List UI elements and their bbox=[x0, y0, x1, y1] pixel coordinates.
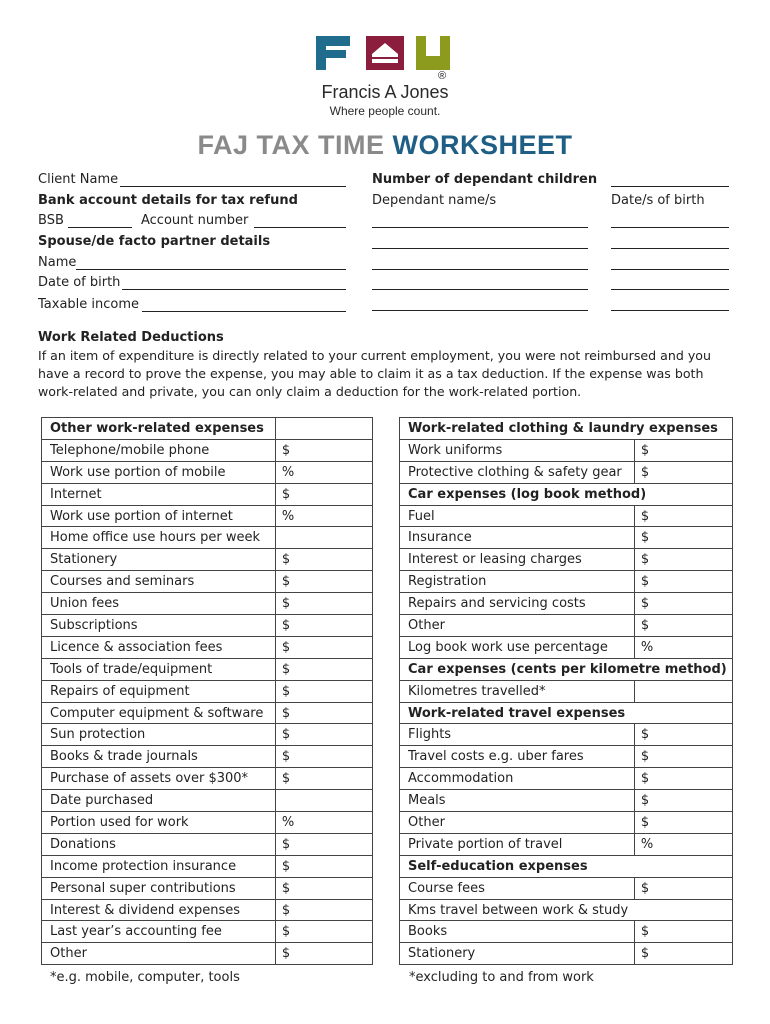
table-row bbox=[42, 833, 373, 855]
section-header: Self-education expenses bbox=[400, 855, 733, 877]
dependant-dob-label: Date/s of birth bbox=[611, 193, 705, 208]
table-row bbox=[400, 899, 733, 921]
spouse-dob-field[interactable] bbox=[122, 289, 346, 290]
brand-tagline: Where people count. bbox=[329, 104, 441, 118]
row-label: Work uniforms bbox=[400, 439, 635, 461]
table-row bbox=[42, 943, 373, 965]
bsb-label: BSB bbox=[38, 213, 64, 228]
table-row bbox=[42, 615, 373, 637]
value-field[interactable]: % bbox=[634, 636, 732, 658]
spouse-dob-label: Date of birth bbox=[38, 275, 121, 290]
table-row bbox=[400, 505, 733, 527]
account-number-label: Account number bbox=[141, 213, 249, 228]
table-row bbox=[400, 483, 733, 505]
value-field[interactable]: $ bbox=[275, 593, 372, 615]
row-label: Interest or leasing charges bbox=[400, 549, 635, 571]
value-field[interactable]: $ bbox=[634, 812, 732, 834]
value-field[interactable]: $ bbox=[275, 636, 372, 658]
row-label: Repairs and servicing costs bbox=[400, 593, 635, 615]
value-field[interactable]: $ bbox=[275, 746, 372, 768]
row-label: Registration bbox=[400, 571, 635, 593]
table-row bbox=[400, 439, 733, 461]
section-header: Work-related clothing & laundry expenses bbox=[400, 418, 733, 440]
taxable-income-field[interactable] bbox=[142, 311, 346, 312]
table-row bbox=[400, 636, 733, 658]
row-label: Books bbox=[400, 921, 635, 943]
dependant-name-field-2[interactable] bbox=[372, 248, 588, 249]
value-field[interactable]: $ bbox=[275, 483, 372, 505]
row-label: Repairs of equipment bbox=[42, 680, 276, 702]
value-field[interactable]: $ bbox=[634, 943, 732, 965]
row-label: Telephone/mobile phone bbox=[42, 439, 276, 461]
value-field[interactable]: $ bbox=[634, 746, 732, 768]
table-row bbox=[400, 658, 733, 680]
row-label: Work use portion of internet bbox=[42, 505, 276, 527]
deductions-heading: Work Related Deductions bbox=[38, 330, 224, 345]
value-field[interactable]: $ bbox=[634, 527, 732, 549]
travel-car-expenses-table bbox=[399, 417, 733, 965]
row-label: Stationery bbox=[42, 549, 276, 571]
row-label: Kilometres travelled* bbox=[400, 680, 635, 702]
table-row bbox=[42, 877, 373, 899]
section-header: Car expenses (log book method) bbox=[400, 483, 733, 505]
table-row bbox=[400, 571, 733, 593]
table-row bbox=[42, 593, 373, 615]
dependant-name-field-5[interactable] bbox=[372, 310, 588, 311]
value-field[interactable]: $ bbox=[275, 702, 372, 724]
row-label: Course fees bbox=[400, 877, 635, 899]
row-label: Other bbox=[42, 943, 276, 965]
table-row bbox=[42, 746, 373, 768]
table-row bbox=[400, 790, 733, 812]
value-field[interactable]: $ bbox=[275, 899, 372, 921]
row-label: Purchase of assets over $300* bbox=[42, 768, 276, 790]
row-label: Meals bbox=[400, 790, 635, 812]
other-expenses-table bbox=[41, 417, 373, 965]
value-field[interactable]: $ bbox=[275, 833, 372, 855]
table-row bbox=[42, 418, 373, 440]
table-row bbox=[400, 812, 733, 834]
bank-heading: Bank account details for tax refund bbox=[38, 193, 298, 208]
table-row bbox=[42, 527, 373, 549]
value-field[interactable]: $ bbox=[275, 439, 372, 461]
table-row bbox=[42, 549, 373, 571]
value-field[interactable]: $ bbox=[634, 768, 732, 790]
row-label: Courses and seminars bbox=[42, 571, 276, 593]
dependants-count-field[interactable] bbox=[611, 186, 729, 187]
value-field[interactable]: $ bbox=[275, 768, 372, 790]
table-row bbox=[42, 483, 373, 505]
table-row bbox=[400, 418, 733, 440]
value-field[interactable]: $ bbox=[634, 505, 732, 527]
title-part-1: FAJ TAX TIME bbox=[197, 130, 385, 160]
row-label: Books & trade journals bbox=[42, 746, 276, 768]
table-row bbox=[42, 702, 373, 724]
row-label: Flights bbox=[400, 724, 635, 746]
section-header: Other work-related expenses bbox=[42, 418, 276, 440]
row-label: Licence & association fees bbox=[42, 636, 276, 658]
table-row bbox=[42, 680, 373, 702]
value-field[interactable]: % bbox=[634, 833, 732, 855]
account-number-field[interactable] bbox=[254, 227, 346, 228]
table-row bbox=[400, 768, 733, 790]
spouse-name-field[interactable] bbox=[76, 269, 346, 270]
table-row bbox=[400, 746, 733, 768]
dependant-name-field-1[interactable] bbox=[372, 227, 588, 228]
header-blank-cell bbox=[275, 418, 372, 440]
row-label: Other bbox=[400, 812, 635, 834]
client-name-row bbox=[38, 172, 118, 187]
value-field[interactable]: $ bbox=[634, 593, 732, 615]
value-field[interactable]: $ bbox=[275, 943, 372, 965]
value-field[interactable]: $ bbox=[634, 877, 732, 899]
dependant-names-label: Dependant name/s bbox=[372, 193, 497, 208]
bsb-field[interactable] bbox=[68, 227, 132, 228]
row-label: Work use portion of mobile bbox=[42, 461, 276, 483]
table-row bbox=[42, 768, 373, 790]
table-row bbox=[42, 790, 373, 812]
row-label: Fuel bbox=[400, 505, 635, 527]
value-field[interactable]: $ bbox=[275, 549, 372, 571]
value-field[interactable]: $ bbox=[275, 724, 372, 746]
value-field[interactable]: % bbox=[275, 461, 372, 483]
row-label: Tools of trade/equipment bbox=[42, 658, 276, 680]
row-label: Internet bbox=[42, 483, 276, 505]
table-row bbox=[400, 877, 733, 899]
value-field[interactable]: $ bbox=[634, 615, 732, 637]
value-field[interactable]: $ bbox=[634, 790, 732, 812]
value-field[interactable]: $ bbox=[634, 571, 732, 593]
table-row bbox=[400, 855, 733, 877]
table-row bbox=[400, 680, 733, 702]
section-header: Car expenses (cents per kilometre method) bbox=[400, 658, 733, 680]
value-field[interactable]: $ bbox=[275, 571, 372, 593]
row-label: Portion used for work bbox=[42, 812, 276, 834]
row-label: Date purchased bbox=[42, 790, 276, 812]
row-label: Sun protection bbox=[42, 724, 276, 746]
value-field[interactable]: $ bbox=[634, 461, 732, 483]
dependant-dob-field-1[interactable] bbox=[611, 227, 729, 228]
registered-mark: ® bbox=[438, 70, 447, 82]
dependant-dob-field-4[interactable] bbox=[611, 289, 729, 290]
value-field[interactable]: % bbox=[275, 812, 372, 834]
row-label: Travel costs e.g. uber fares bbox=[400, 746, 635, 768]
table-row bbox=[400, 615, 733, 637]
value-field[interactable]: $ bbox=[634, 921, 732, 943]
row-label: Accommodation bbox=[400, 768, 635, 790]
row-label: Donations bbox=[42, 833, 276, 855]
value-field[interactable]: $ bbox=[275, 680, 372, 702]
page-title bbox=[0, 130, 770, 161]
table-row bbox=[42, 812, 373, 834]
spouse-heading: Spouse/de facto partner details bbox=[38, 234, 271, 249]
dependant-dob-field-3[interactable] bbox=[611, 269, 729, 270]
dependant-dob-field-5[interactable] bbox=[611, 310, 729, 311]
value-field[interactable]: $ bbox=[634, 724, 732, 746]
dependant-dob-field-2[interactable] bbox=[611, 248, 729, 249]
table-row bbox=[42, 636, 373, 658]
value-field[interactable]: $ bbox=[275, 658, 372, 680]
table-row bbox=[42, 658, 373, 680]
row-label: Protective clothing & safety gear bbox=[400, 461, 635, 483]
value-field[interactable]: $ bbox=[275, 615, 372, 637]
row-label: Computer equipment & software bbox=[42, 702, 276, 724]
row-label: Personal super contributions bbox=[42, 877, 276, 899]
table-row bbox=[400, 724, 733, 746]
row-label: Income protection insurance bbox=[42, 855, 276, 877]
client-name-label: Client Name bbox=[38, 172, 119, 187]
dependants-heading: Number of dependant children bbox=[372, 172, 598, 187]
value-field[interactable]: $ bbox=[634, 439, 732, 461]
row-label: Insurance bbox=[400, 527, 635, 549]
table-row bbox=[42, 439, 373, 461]
spouse-name-label: Name bbox=[38, 255, 77, 270]
value-field[interactable]: $ bbox=[275, 855, 372, 877]
table-row bbox=[42, 724, 373, 746]
left-footnote: *e.g. mobile, computer, tools bbox=[50, 970, 240, 985]
taxable-income-label: Taxable income bbox=[38, 297, 140, 312]
row-label: Interest & dividend expenses bbox=[42, 899, 276, 921]
client-name-field[interactable] bbox=[120, 186, 346, 187]
deductions-description: If an item of expenditure is directly related to your current employment, you were not reimbursed and you have a record to prove the expense, you may able to claim it as a tax deduction. If the expense was both work-related and private, you can only claim a deduction for the work-related portion. bbox=[38, 348, 711, 399]
value-field[interactable] bbox=[275, 527, 372, 549]
table-row bbox=[42, 571, 373, 593]
table-row bbox=[42, 461, 373, 483]
brand-logo bbox=[310, 34, 460, 124]
row-label: Last year’s accounting fee bbox=[42, 921, 276, 943]
section-header: Work-related travel expenses bbox=[400, 702, 733, 724]
value-field[interactable]: $ bbox=[275, 921, 372, 943]
dependant-name-field-3[interactable] bbox=[372, 269, 588, 270]
table-row bbox=[400, 549, 733, 571]
row-label: Stationery bbox=[400, 943, 635, 965]
table-row bbox=[400, 527, 733, 549]
table-row bbox=[400, 593, 733, 615]
row-label: Other bbox=[400, 615, 635, 637]
value-field[interactable] bbox=[634, 680, 732, 702]
value-field[interactable] bbox=[275, 790, 372, 812]
table-row bbox=[400, 702, 733, 724]
right-footnote: *excluding to and from work bbox=[409, 970, 594, 985]
brand-name: Francis A Jones bbox=[321, 82, 449, 102]
value-field[interactable]: $ bbox=[275, 877, 372, 899]
row-label: Subscriptions bbox=[42, 615, 276, 637]
row-label: Home office use hours per week bbox=[42, 527, 276, 549]
table-row bbox=[400, 943, 733, 965]
dependant-name-field-4[interactable] bbox=[372, 289, 588, 290]
row-label: Kms travel between work & study bbox=[400, 899, 733, 921]
table-row bbox=[400, 461, 733, 483]
table-row bbox=[42, 505, 373, 527]
title-part-2: WORKSHEET bbox=[392, 130, 573, 160]
table-row bbox=[42, 899, 373, 921]
table-row bbox=[400, 921, 733, 943]
table-row bbox=[42, 921, 373, 943]
table-row bbox=[400, 833, 733, 855]
row-label: Private portion of travel bbox=[400, 833, 635, 855]
value-field[interactable]: $ bbox=[634, 549, 732, 571]
row-label: Log book work use percentage bbox=[400, 636, 635, 658]
row-label: Union fees bbox=[42, 593, 276, 615]
table-row bbox=[42, 855, 373, 877]
value-field[interactable]: % bbox=[275, 505, 372, 527]
